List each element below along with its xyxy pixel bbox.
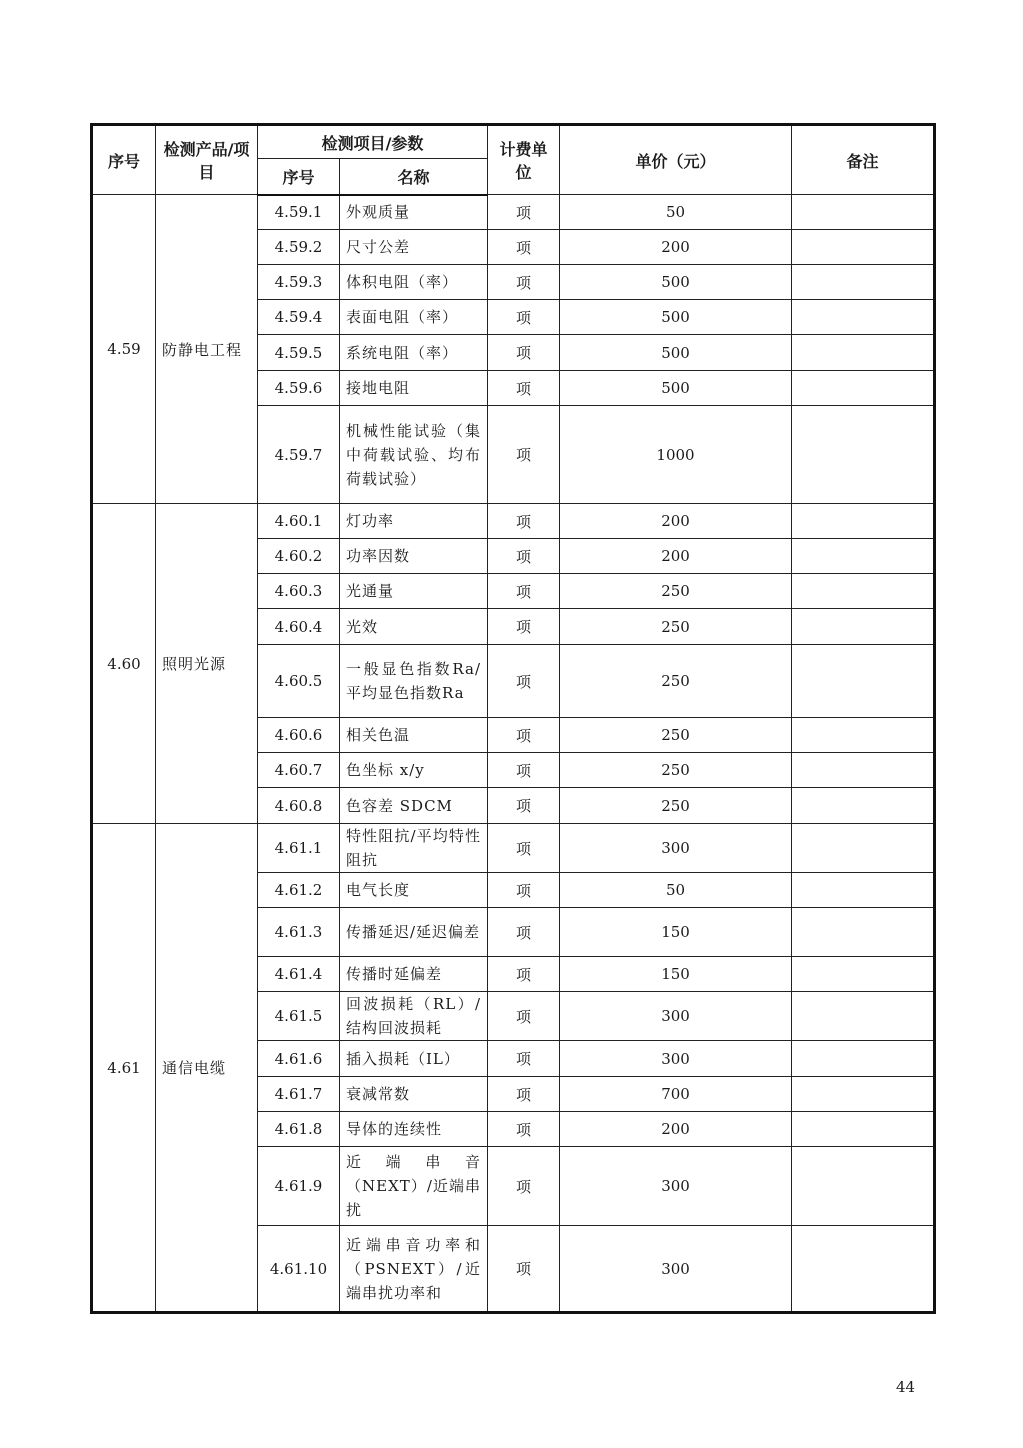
item-name: 相关色温 — [340, 718, 488, 753]
item-remark — [792, 265, 935, 300]
item-no: 4.60.8 — [258, 788, 340, 824]
item-unit: 项 — [488, 1226, 560, 1313]
item-unit: 项 — [488, 335, 560, 371]
item-price: 200 — [560, 230, 792, 265]
item-price: 250 — [560, 609, 792, 645]
item-remark — [792, 1226, 935, 1313]
item-price: 200 — [560, 504, 792, 539]
item-price: 50 — [560, 873, 792, 908]
item-name: 传播延迟/延迟偏差 — [340, 908, 488, 957]
item-name: 近端串音（NEXT）/近端串扰 — [340, 1147, 488, 1226]
item-no: 4.60.3 — [258, 574, 340, 609]
item-name: 光通量 — [340, 574, 488, 609]
item-no: 4.59.1 — [258, 195, 340, 230]
item-unit: 项 — [488, 873, 560, 908]
table-header — [92, 125, 935, 195]
item-remark — [792, 609, 935, 645]
item-no: 4.61.5 — [258, 992, 340, 1041]
item-unit: 项 — [488, 753, 560, 788]
item-remark — [792, 195, 935, 230]
item-price: 200 — [560, 1112, 792, 1147]
item-remark — [792, 824, 935, 873]
item-remark — [792, 406, 935, 504]
item-remark — [792, 335, 935, 371]
table-row — [92, 504, 935, 539]
item-name: 衰减常数 — [340, 1077, 488, 1112]
item-no: 4.61.1 — [258, 824, 340, 873]
item-remark — [792, 371, 935, 406]
group-product: 照明光源 — [156, 504, 258, 824]
item-unit: 项 — [488, 300, 560, 335]
item-unit: 项 — [488, 788, 560, 824]
item-remark — [792, 753, 935, 788]
item-remark — [792, 1077, 935, 1112]
item-name: 传播时延偏差 — [340, 957, 488, 992]
item-unit: 项 — [488, 1112, 560, 1147]
item-name: 电气长度 — [340, 873, 488, 908]
item-no: 4.61.9 — [258, 1147, 340, 1226]
table-row — [92, 195, 935, 230]
item-unit: 项 — [488, 609, 560, 645]
header-price: 单价（元） — [560, 125, 792, 195]
item-price: 500 — [560, 265, 792, 300]
item-no: 4.60.1 — [258, 504, 340, 539]
header-item-group: 检测项目/参数 — [258, 125, 488, 159]
item-unit: 项 — [488, 195, 560, 230]
item-no: 4.60.7 — [258, 753, 340, 788]
item-price: 150 — [560, 908, 792, 957]
item-remark — [792, 230, 935, 265]
item-price: 50 — [560, 195, 792, 230]
item-name: 机械性能试验（集中荷载试验、均布荷载试验） — [340, 406, 488, 504]
group-product: 通信电缆 — [156, 824, 258, 1313]
item-unit: 项 — [488, 539, 560, 574]
item-remark — [792, 504, 935, 539]
item-name: 一般显色指数Ra/平均显色指数Ra — [340, 645, 488, 718]
group-seq: 4.61 — [92, 824, 156, 1313]
item-remark — [792, 574, 935, 609]
item-no: 4.61.4 — [258, 957, 340, 992]
item-remark — [792, 908, 935, 957]
item-unit: 项 — [488, 230, 560, 265]
item-unit: 项 — [488, 1077, 560, 1112]
item-name: 外观质量 — [340, 195, 488, 230]
item-no: 4.60.5 — [258, 645, 340, 718]
item-price: 250 — [560, 753, 792, 788]
item-name: 插入损耗（IL） — [340, 1041, 488, 1077]
item-remark — [792, 718, 935, 753]
item-name: 导体的连续性 — [340, 1112, 488, 1147]
header-product: 检测产品/项目 — [156, 125, 258, 195]
item-price: 500 — [560, 335, 792, 371]
header-item-name: 名称 — [340, 159, 488, 195]
fee-table — [90, 123, 936, 1314]
item-unit: 项 — [488, 574, 560, 609]
item-no: 4.61.10 — [258, 1226, 340, 1313]
item-unit: 项 — [488, 957, 560, 992]
item-remark — [792, 1147, 935, 1226]
item-name: 色坐标 x/y — [340, 753, 488, 788]
item-price: 250 — [560, 788, 792, 824]
group-product: 防静电工程 — [156, 195, 258, 504]
item-unit: 项 — [488, 1041, 560, 1077]
item-price: 300 — [560, 1041, 792, 1077]
item-price: 250 — [560, 574, 792, 609]
item-price: 300 — [560, 1226, 792, 1313]
item-name: 接地电阻 — [340, 371, 488, 406]
item-name: 功率因数 — [340, 539, 488, 574]
item-remark — [792, 300, 935, 335]
item-remark — [792, 1041, 935, 1077]
item-name: 表面电阻（率） — [340, 300, 488, 335]
group-seq: 4.59 — [92, 195, 156, 504]
item-remark — [792, 645, 935, 718]
item-remark — [792, 992, 935, 1041]
item-price: 500 — [560, 300, 792, 335]
item-remark — [792, 539, 935, 574]
item-no: 4.59.5 — [258, 335, 340, 371]
item-name: 色容差 SDCM — [340, 788, 488, 824]
item-price: 300 — [560, 1147, 792, 1226]
item-name: 系统电阻（率） — [340, 335, 488, 371]
header-item-seq: 序号 — [258, 159, 340, 195]
item-name: 体积电阻（率） — [340, 265, 488, 300]
group-seq: 4.60 — [92, 504, 156, 824]
item-no: 4.61.2 — [258, 873, 340, 908]
table-row — [92, 824, 935, 873]
item-unit: 项 — [488, 824, 560, 873]
item-name: 灯功率 — [340, 504, 488, 539]
item-no: 4.59.2 — [258, 230, 340, 265]
item-unit: 项 — [488, 371, 560, 406]
item-remark — [792, 1112, 935, 1147]
item-price: 250 — [560, 718, 792, 753]
item-remark — [792, 788, 935, 824]
item-unit: 项 — [488, 504, 560, 539]
item-price: 250 — [560, 645, 792, 718]
item-price: 700 — [560, 1077, 792, 1112]
item-price: 300 — [560, 992, 792, 1041]
item-price: 200 — [560, 539, 792, 574]
item-price: 300 — [560, 824, 792, 873]
item-no: 4.59.4 — [258, 300, 340, 335]
item-name: 光效 — [340, 609, 488, 645]
item-no: 4.61.7 — [258, 1077, 340, 1112]
item-unit: 项 — [488, 1147, 560, 1226]
item-unit: 项 — [488, 406, 560, 504]
item-name: 回波损耗（RL）/结构回波损耗 — [340, 992, 488, 1041]
item-unit: 项 — [488, 992, 560, 1041]
table-body — [92, 195, 935, 1313]
item-unit: 项 — [488, 908, 560, 957]
item-price: 500 — [560, 371, 792, 406]
item-remark — [792, 957, 935, 992]
item-no: 4.61.8 — [258, 1112, 340, 1147]
header-remark: 备注 — [792, 125, 935, 195]
header-seq: 序号 — [92, 125, 156, 195]
header-unit: 计费单位 — [488, 125, 560, 195]
page-number: 44 — [896, 1378, 916, 1396]
item-unit: 项 — [488, 265, 560, 300]
item-no: 4.59.7 — [258, 406, 340, 504]
item-remark — [792, 873, 935, 908]
item-no: 4.60.2 — [258, 539, 340, 574]
item-no: 4.60.6 — [258, 718, 340, 753]
item-no: 4.61.3 — [258, 908, 340, 957]
item-name: 特性阻抗/平均特性阻抗 — [340, 824, 488, 873]
item-price: 150 — [560, 957, 792, 992]
item-no: 4.59.6 — [258, 371, 340, 406]
item-unit: 项 — [488, 645, 560, 718]
item-unit: 项 — [488, 718, 560, 753]
item-no: 4.59.3 — [258, 265, 340, 300]
item-no: 4.60.4 — [258, 609, 340, 645]
item-no: 4.61.6 — [258, 1041, 340, 1077]
item-price: 1000 — [560, 406, 792, 504]
item-name: 近端串音功率和（PSNEXT）/近端串扰功率和 — [340, 1226, 488, 1313]
item-name: 尺寸公差 — [340, 230, 488, 265]
